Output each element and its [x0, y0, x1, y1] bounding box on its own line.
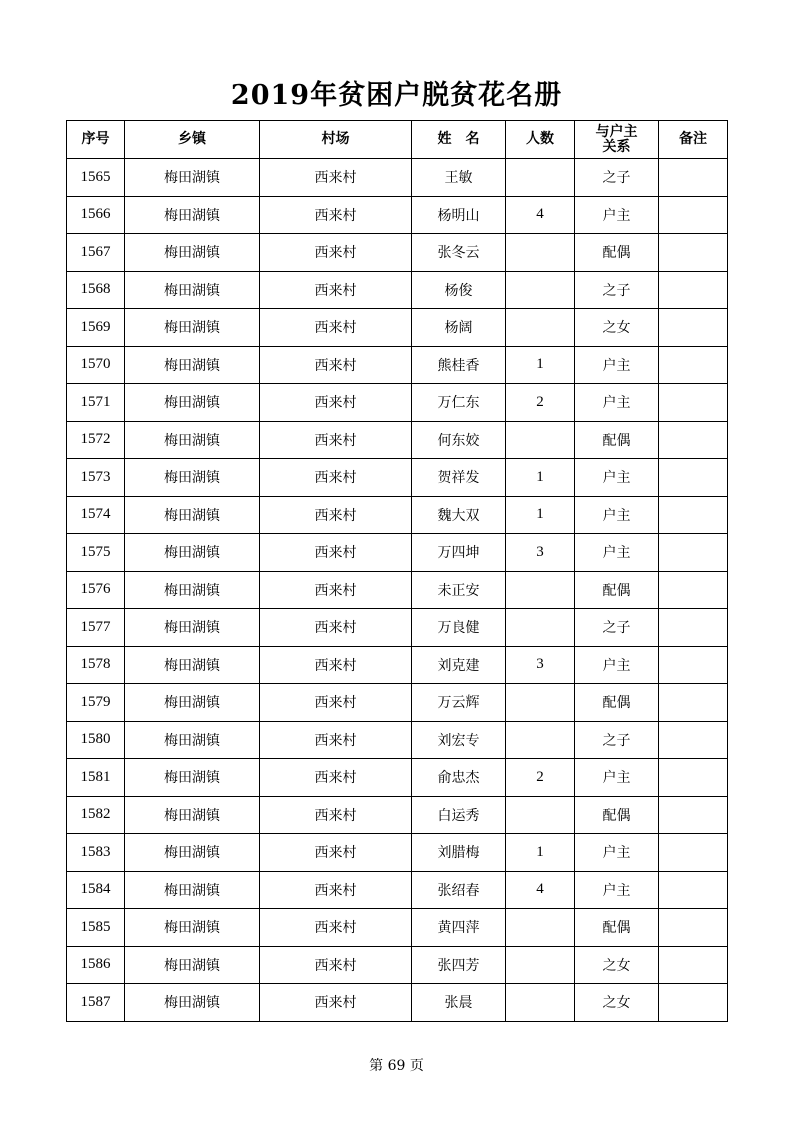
cell-town: 梅田湖镇 [125, 421, 260, 459]
cell-index: 1568 [67, 271, 125, 309]
cell-village: 西来村 [260, 159, 412, 197]
cell-relation: 配偶 [575, 796, 659, 834]
table-row [67, 459, 728, 497]
cell-count [506, 609, 575, 647]
cell-remark [659, 646, 728, 684]
cell-index: 1580 [67, 721, 125, 759]
cell-remark [659, 196, 728, 234]
cell-relation: 户主 [575, 871, 659, 909]
cell-town: 梅田湖镇 [125, 309, 260, 347]
cell-relation: 配偶 [575, 684, 659, 722]
cell-town: 梅田湖镇 [125, 196, 260, 234]
cell-index: 1575 [67, 534, 125, 572]
cell-name: 刘腊梅 [412, 834, 506, 872]
cell-village: 西来村 [260, 196, 412, 234]
table-row [67, 496, 728, 534]
cell-index: 1576 [67, 571, 125, 609]
table-row [67, 421, 728, 459]
cell-index: 1583 [67, 834, 125, 872]
cell-remark [659, 871, 728, 909]
cell-village: 西来村 [260, 309, 412, 347]
cell-count: 1 [506, 496, 575, 534]
cell-count: 3 [506, 646, 575, 684]
cell-index: 1567 [67, 234, 125, 272]
cell-relation: 户主 [575, 384, 659, 422]
table-row [67, 759, 728, 797]
cell-count: 2 [506, 384, 575, 422]
cell-remark [659, 384, 728, 422]
roster-body [67, 159, 728, 1022]
cell-relation: 配偶 [575, 909, 659, 947]
cell-index: 1577 [67, 609, 125, 647]
cell-remark [659, 984, 728, 1022]
cell-remark [659, 721, 728, 759]
header-relation-label: 与户主 关系 [595, 123, 638, 155]
cell-name: 万云辉 [412, 684, 506, 722]
cell-count [506, 796, 575, 834]
cell-town: 梅田湖镇 [125, 796, 260, 834]
table-row [67, 534, 728, 572]
cell-name: 杨明山 [412, 196, 506, 234]
cell-village: 西来村 [260, 834, 412, 872]
cell-village: 西来村 [260, 684, 412, 722]
cell-village: 西来村 [260, 271, 412, 309]
cell-remark [659, 796, 728, 834]
cell-remark [659, 496, 728, 534]
header-name: 姓 名 [412, 121, 506, 159]
cell-relation: 之女 [575, 946, 659, 984]
cell-name: 张冬云 [412, 234, 506, 272]
cell-remark [659, 309, 728, 347]
table-row [67, 684, 728, 722]
cell-village: 西来村 [260, 534, 412, 572]
cell-remark [659, 759, 728, 797]
cell-name: 刘克建 [412, 646, 506, 684]
cell-remark [659, 159, 728, 197]
cell-name: 魏大双 [412, 496, 506, 534]
cell-town: 梅田湖镇 [125, 159, 260, 197]
cell-town: 梅田湖镇 [125, 684, 260, 722]
cell-relation: 户主 [575, 496, 659, 534]
cell-remark [659, 684, 728, 722]
cell-remark [659, 271, 728, 309]
cell-town: 梅田湖镇 [125, 459, 260, 497]
cell-name: 何东姣 [412, 421, 506, 459]
cell-count [506, 984, 575, 1022]
cell-name: 万良健 [412, 609, 506, 647]
cell-index: 1578 [67, 646, 125, 684]
cell-name: 张晨 [412, 984, 506, 1022]
cell-village: 西来村 [260, 346, 412, 384]
table-row [67, 346, 728, 384]
cell-count [506, 159, 575, 197]
cell-relation: 户主 [575, 759, 659, 797]
document-title: 2019年贫困户脱贫花名册 [230, 80, 563, 111]
cell-village: 西来村 [260, 984, 412, 1022]
cell-village: 西来村 [260, 759, 412, 797]
table-row [67, 571, 728, 609]
cell-count: 4 [506, 871, 575, 909]
cell-village: 西来村 [260, 459, 412, 497]
cell-remark [659, 346, 728, 384]
cell-relation: 之女 [575, 984, 659, 1022]
cell-village: 西来村 [260, 796, 412, 834]
cell-name: 刘宏专 [412, 721, 506, 759]
table-row [67, 271, 728, 309]
table-row [67, 834, 728, 872]
table-row [67, 196, 728, 234]
cell-town: 梅田湖镇 [125, 384, 260, 422]
cell-index: 1573 [67, 459, 125, 497]
cell-index: 1585 [67, 909, 125, 947]
cell-town: 梅田湖镇 [125, 496, 260, 534]
cell-town: 梅田湖镇 [125, 984, 260, 1022]
cell-index: 1586 [67, 946, 125, 984]
cell-village: 西来村 [260, 234, 412, 272]
cell-name: 万仁东 [412, 384, 506, 422]
cell-index: 1584 [67, 871, 125, 909]
cell-village: 西来村 [260, 871, 412, 909]
cell-remark [659, 834, 728, 872]
cell-town: 梅田湖镇 [125, 271, 260, 309]
cell-village: 西来村 [260, 384, 412, 422]
table-row [67, 909, 728, 947]
cell-relation: 之子 [575, 609, 659, 647]
cell-relation: 之子 [575, 159, 659, 197]
header-row [67, 121, 728, 159]
table-row [67, 721, 728, 759]
cell-village: 西来村 [260, 721, 412, 759]
cell-index: 1570 [67, 346, 125, 384]
cell-relation: 户主 [575, 459, 659, 497]
cell-village: 西来村 [260, 496, 412, 534]
header-count: 人数 [506, 121, 575, 159]
table-row [67, 384, 728, 422]
cell-relation: 之女 [575, 309, 659, 347]
cell-index: 1572 [67, 421, 125, 459]
cell-index: 1566 [67, 196, 125, 234]
cell-index: 1571 [67, 384, 125, 422]
cell-town: 梅田湖镇 [125, 234, 260, 272]
cell-name: 贺祥发 [412, 459, 506, 497]
cell-remark [659, 909, 728, 947]
header-village: 村场 [260, 121, 412, 159]
cell-remark [659, 534, 728, 572]
cell-town: 梅田湖镇 [125, 909, 260, 947]
cell-town: 梅田湖镇 [125, 721, 260, 759]
cell-relation: 之子 [575, 721, 659, 759]
cell-relation: 配偶 [575, 571, 659, 609]
cell-count [506, 309, 575, 347]
cell-count: 4 [506, 196, 575, 234]
cell-relation: 户主 [575, 646, 659, 684]
cell-index: 1574 [67, 496, 125, 534]
header-relation [575, 121, 659, 159]
page-number: 第 69 页 [369, 1058, 424, 1074]
cell-town: 梅田湖镇 [125, 871, 260, 909]
cell-town: 梅田湖镇 [125, 759, 260, 797]
cell-town: 梅田湖镇 [125, 609, 260, 647]
cell-count [506, 271, 575, 309]
roster-table [66, 120, 728, 1022]
table-row [67, 946, 728, 984]
cell-remark [659, 459, 728, 497]
cell-index: 1579 [67, 684, 125, 722]
cell-relation: 户主 [575, 346, 659, 384]
table-row [67, 309, 728, 347]
cell-count [506, 234, 575, 272]
cell-count [506, 421, 575, 459]
cell-index: 1581 [67, 759, 125, 797]
cell-village: 西来村 [260, 421, 412, 459]
cell-relation: 配偶 [575, 421, 659, 459]
cell-relation: 户主 [575, 534, 659, 572]
cell-name: 杨阔 [412, 309, 506, 347]
table-row [67, 796, 728, 834]
cell-village: 西来村 [260, 609, 412, 647]
cell-town: 梅田湖镇 [125, 834, 260, 872]
header-index: 序号 [67, 121, 125, 159]
cell-count: 1 [506, 459, 575, 497]
cell-count [506, 571, 575, 609]
cell-village: 西来村 [260, 571, 412, 609]
cell-remark [659, 571, 728, 609]
cell-relation: 配偶 [575, 234, 659, 272]
cell-town: 梅田湖镇 [125, 646, 260, 684]
table-row [67, 234, 728, 272]
cell-name: 俞忠杰 [412, 759, 506, 797]
cell-count [506, 721, 575, 759]
cell-name: 熊桂香 [412, 346, 506, 384]
cell-town: 梅田湖镇 [125, 346, 260, 384]
table-row [67, 609, 728, 647]
cell-village: 西来村 [260, 909, 412, 947]
cell-relation: 户主 [575, 834, 659, 872]
cell-index: 1569 [67, 309, 125, 347]
cell-count: 1 [506, 834, 575, 872]
cell-name: 白运秀 [412, 796, 506, 834]
cell-remark [659, 421, 728, 459]
cell-count [506, 684, 575, 722]
cell-index: 1565 [67, 159, 125, 197]
cell-index: 1582 [67, 796, 125, 834]
cell-count: 3 [506, 534, 575, 572]
cell-village: 西来村 [260, 646, 412, 684]
cell-remark [659, 946, 728, 984]
cell-count [506, 909, 575, 947]
cell-count: 1 [506, 346, 575, 384]
table-row [67, 984, 728, 1022]
header-remark: 备注 [659, 121, 728, 159]
cell-name: 王敏 [412, 159, 506, 197]
cell-name: 张绍春 [412, 871, 506, 909]
cell-town: 梅田湖镇 [125, 946, 260, 984]
cell-name: 杨俊 [412, 271, 506, 309]
cell-village: 西来村 [260, 946, 412, 984]
cell-relation: 之子 [575, 271, 659, 309]
cell-name: 黄四萍 [412, 909, 506, 947]
cell-index: 1587 [67, 984, 125, 1022]
table-row [67, 646, 728, 684]
cell-town: 梅田湖镇 [125, 534, 260, 572]
table-row [67, 159, 728, 197]
table-row [67, 871, 728, 909]
cell-name: 万四坤 [412, 534, 506, 572]
cell-name: 张四芳 [412, 946, 506, 984]
cell-name: 未正安 [412, 571, 506, 609]
cell-count: 2 [506, 759, 575, 797]
cell-remark [659, 234, 728, 272]
header-town: 乡镇 [125, 121, 260, 159]
cell-remark [659, 609, 728, 647]
cell-count [506, 946, 575, 984]
cell-town: 梅田湖镇 [125, 571, 260, 609]
cell-relation: 户主 [575, 196, 659, 234]
